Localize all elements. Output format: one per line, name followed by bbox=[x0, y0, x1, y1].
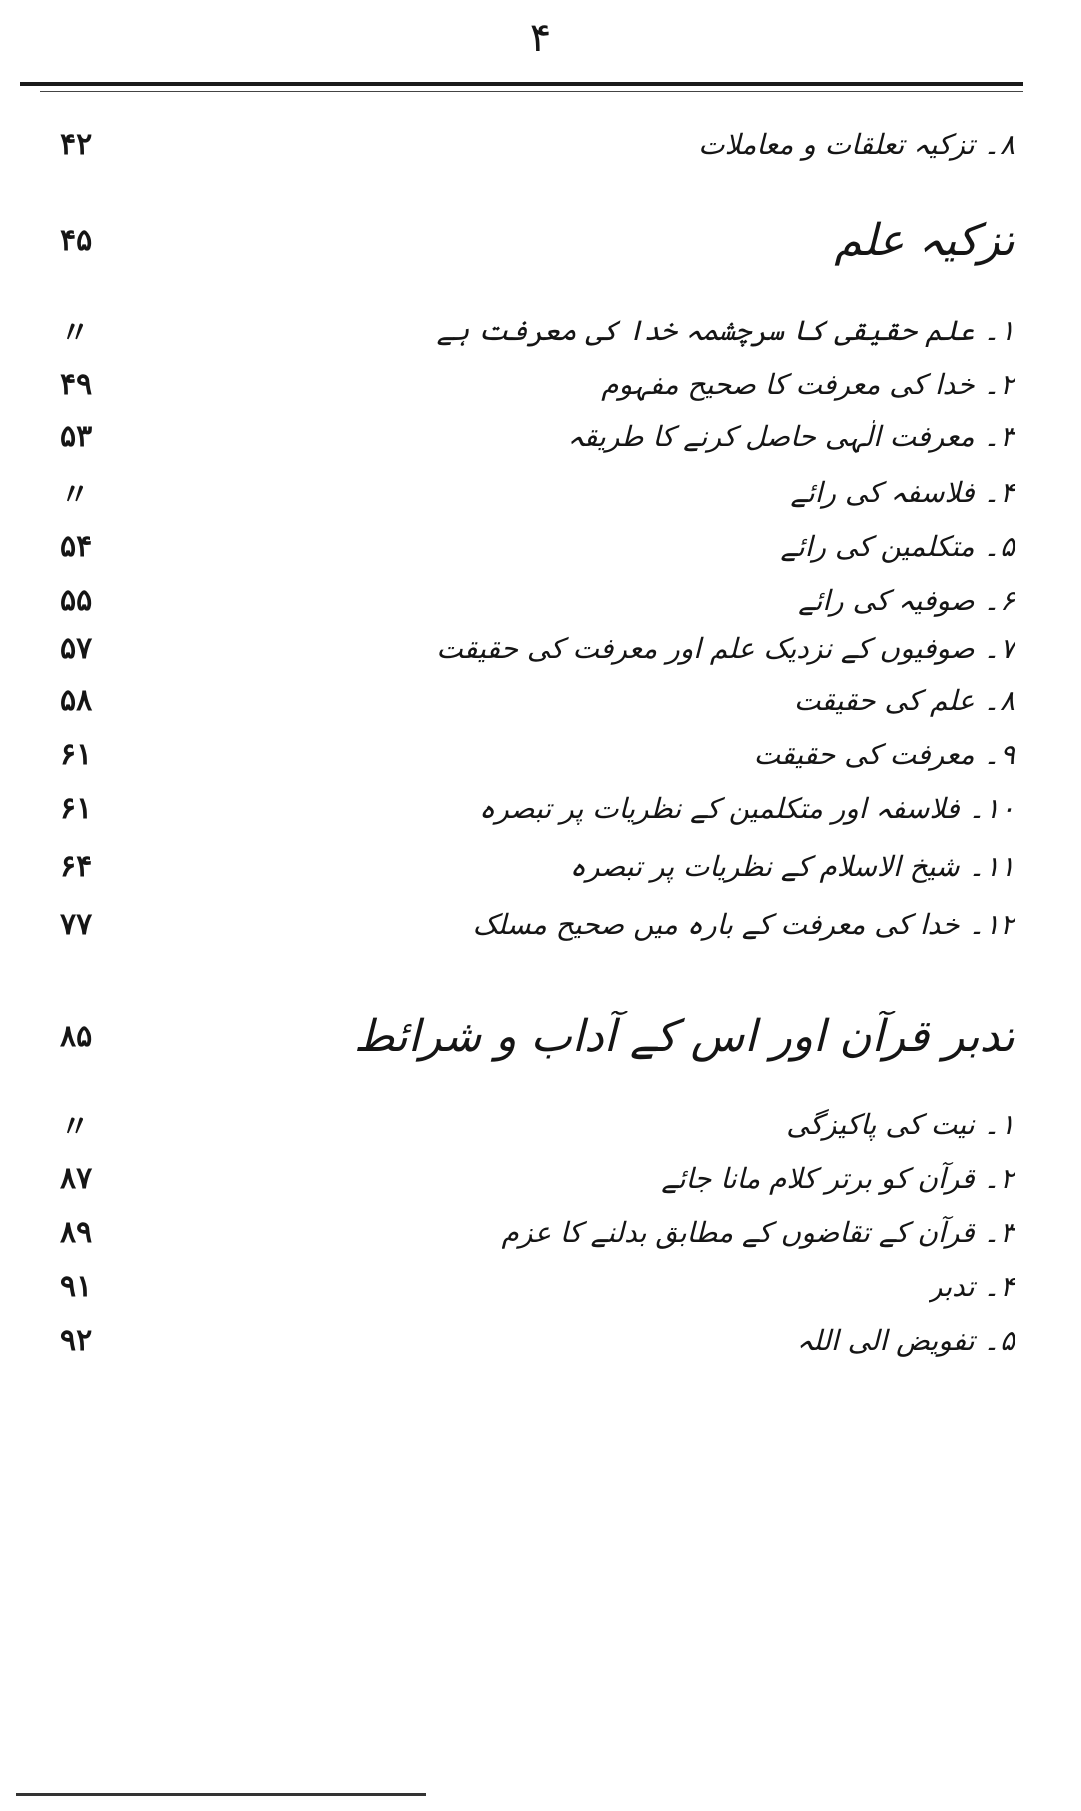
toc-entry bbox=[60, 729, 1015, 779]
footer-rule bbox=[16, 1793, 426, 1796]
toc-entry bbox=[60, 899, 1015, 949]
toc-page-number: ۵۳ bbox=[60, 418, 93, 454]
toc-entry-title: ۴۔ فلاسفہ کی رائے bbox=[790, 475, 1015, 509]
toc-page-number: ۶۱ bbox=[60, 736, 93, 772]
toc-entry bbox=[60, 1261, 1015, 1311]
toc-page-number: ۷۷ bbox=[60, 906, 93, 942]
toc-page-number: ۶۱ bbox=[60, 790, 93, 826]
toc-page-number: ۴۵ bbox=[60, 222, 93, 258]
toc-entry-title: ۲۔ خدا کی معرفت کا صحیح مفہوم bbox=[601, 367, 1015, 401]
toc-heading-title: تدبر قرآن اور اس کے آداب و شرائط bbox=[353, 1010, 1015, 1062]
toc-entry bbox=[60, 841, 1015, 891]
toc-entry-title: ۳۔ معرفت الٰہی حاصل کرنے کا طریقہ bbox=[567, 419, 1015, 453]
toc-entry-title: ۹۔ معرفت کی حقیقت bbox=[753, 737, 1015, 771]
toc-entry-title: ۵۔ تفویض الی اللہ bbox=[796, 1323, 1015, 1357]
toc-entry bbox=[60, 623, 1015, 673]
page-number: ۴ bbox=[529, 15, 552, 61]
toc-entry bbox=[60, 1099, 1015, 1149]
toc-page-number: ۸۷ bbox=[60, 1160, 93, 1196]
toc-entry-title: ۷۔ صوفیوں کے نزدیک علم اور معرفت کی حقیقت bbox=[436, 631, 1015, 665]
toc-entry bbox=[60, 411, 1015, 461]
toc-page-number: ۶۴ bbox=[60, 848, 93, 884]
toc-page-number: ۴۲ bbox=[60, 126, 93, 162]
toc-entry bbox=[60, 1315, 1015, 1365]
toc-page-number: ۹۱ bbox=[60, 1268, 93, 1304]
toc-heading-title: تزکیہ علم bbox=[834, 214, 1015, 266]
toc-entry-title: ۸۔ تزکیہ تعلقات و معاملات bbox=[698, 127, 1015, 161]
toc-entry bbox=[60, 783, 1015, 833]
toc-entry-title: ۵۔ متکلمین کی رائے bbox=[780, 529, 1015, 563]
toc-section-heading bbox=[60, 1003, 1015, 1069]
toc-page-number: 〃 bbox=[60, 1110, 90, 1145]
header-rule bbox=[20, 82, 1023, 86]
toc-entry bbox=[60, 359, 1015, 409]
toc-entry-title: ۱۔ علم حقیقی کا سرچشمہ خدا کی معرفت ہے bbox=[436, 313, 1015, 347]
toc-entry bbox=[60, 1207, 1015, 1257]
toc-page-number: ۵۵ bbox=[60, 582, 93, 618]
toc-entry-title: ۲۔ قرآن کو برتر کلام مانا جائے bbox=[661, 1161, 1015, 1195]
toc-entry-title: ۸۔ علم کی حقیقت bbox=[793, 683, 1015, 717]
toc-page-number: ۵۷ bbox=[60, 630, 93, 666]
toc-page-number: ۵۴ bbox=[60, 528, 93, 564]
toc-page-number: ۹۲ bbox=[60, 1322, 93, 1358]
toc-entry bbox=[60, 467, 1015, 517]
toc-page-number: ۵۸ bbox=[60, 682, 93, 718]
toc-page-number: ۸۹ bbox=[60, 1214, 93, 1250]
toc-entry-title: ۱۲۔ خدا کی معرفت کے بارہ میں صحیح مسلک bbox=[472, 907, 1015, 941]
toc-section-heading bbox=[60, 207, 1015, 273]
toc-page-number: ۸۵ bbox=[60, 1018, 93, 1054]
toc-entry bbox=[60, 305, 1015, 355]
toc-entry-title: ۱۔ نیت کی پاکیزگی bbox=[786, 1107, 1015, 1141]
toc-entry-title: ۴۔ تدبر bbox=[928, 1269, 1015, 1303]
toc-entry bbox=[60, 675, 1015, 725]
toc-entry-title: ۳۔ قرآن کے تقاضوں کے مطابق بدلنے کا عزم bbox=[501, 1215, 1015, 1249]
toc-entry-title: ۱۰۔ فلاسفہ اور متکلمین کے نظریات پر تبصرہ bbox=[478, 791, 1015, 825]
toc-entry bbox=[60, 119, 1015, 169]
toc-entry-title: ۱۱۔ شیخ الاسلام کے نظریات پر تبصرہ bbox=[569, 849, 1015, 883]
toc-page-number: 〃 bbox=[60, 316, 90, 351]
toc-entry bbox=[60, 575, 1015, 625]
toc-entry-title: ۶۔ صوفیہ کی رائے bbox=[798, 583, 1015, 617]
toc-page-number: 〃 bbox=[60, 478, 90, 513]
toc-entry bbox=[60, 1153, 1015, 1203]
toc-entry bbox=[60, 521, 1015, 571]
header-rule-thin bbox=[40, 91, 1023, 92]
toc-page-number: ۴۹ bbox=[60, 366, 93, 402]
